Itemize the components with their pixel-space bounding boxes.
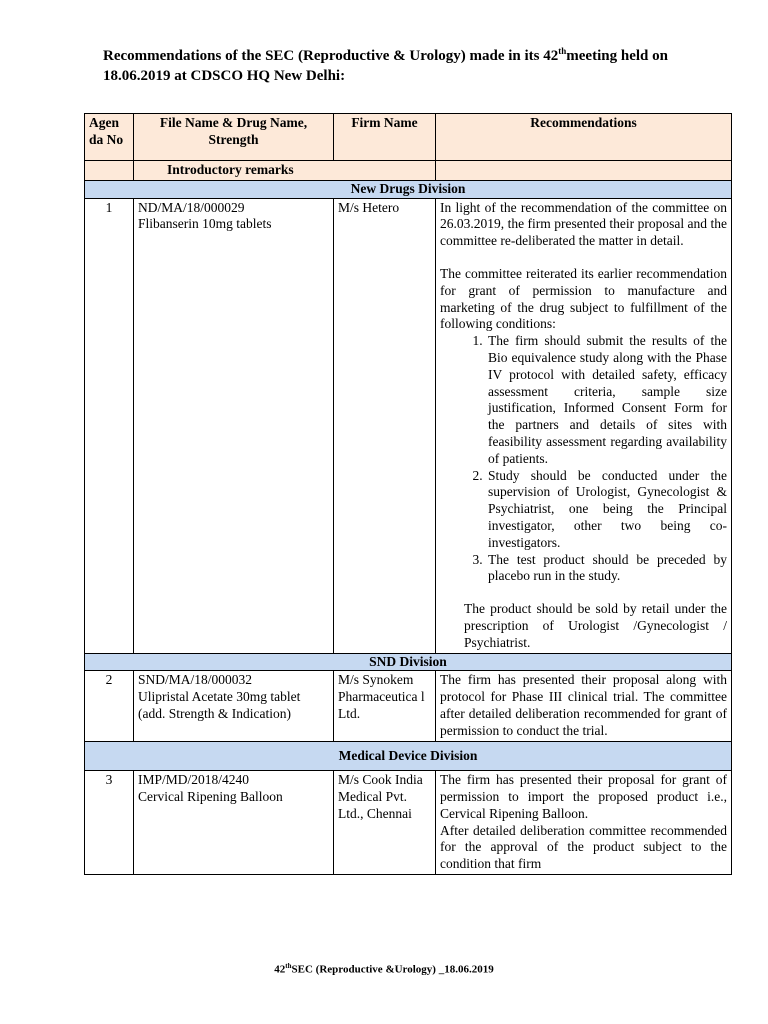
drug-name: Cervical Ripening Balloon	[138, 789, 283, 805]
page-footer	[0, 962, 768, 976]
division-label: SND Division	[85, 653, 732, 671]
recommendation-paragraph: The firm has presented their proposal for grant of permission to import the proposed product i.e., Cervical Ripening Balloon.	[440, 772, 727, 821]
drug-name: Flibanserin 10mg tablets	[138, 216, 272, 232]
intro-row	[85, 161, 732, 181]
table-row	[85, 198, 732, 653]
division-row-snd	[85, 653, 732, 671]
drug-name: Ulipristal Acetate 30mg tablet (add. Strength & Indication)	[138, 689, 301, 721]
footer-superscript: th	[285, 962, 292, 970]
division-row-medical-device	[85, 741, 732, 771]
recommendation-paragraph: The firm has presented their proposal along with protocol for Phase III clinical trial. The committee after detailed deliberation recommended for grant of permission to conduct the trial.	[440, 672, 727, 738]
footer-text-suffix: SEC (Reproductive &Urology) _18.06.2019	[291, 963, 494, 976]
header-recommendations: Recommendations	[436, 114, 732, 161]
agenda-number: 1	[85, 198, 134, 653]
firm-name: M/s Synokem Pharmaceutica l Ltd.	[334, 671, 436, 741]
file-number: ND/MA/18/000029	[138, 199, 245, 215]
header-firm-name: Firm Name	[334, 114, 436, 161]
heading-text-suffix: meeting held on 18.06.2019 at CDSCO HQ New Delhi:	[103, 48, 668, 84]
condition-item: 2. Study should be conducted under the supervision of Urologist, Gynecologist & Psychiatrist, one being the Principal investigator, other two being co-investigators.	[486, 468, 727, 552]
conditions-list	[440, 333, 727, 585]
heading-superscript: th	[558, 46, 567, 56]
recommendation-paragraph: The product should be sold by retail under the prescription of Urologist /Gynecologist / Psychiatrist.	[464, 601, 727, 650]
table-row	[85, 671, 732, 741]
table-header-row	[85, 114, 732, 161]
file-cell	[134, 771, 334, 875]
condition-item: 3. The test product should be preceded by placebo run in the study.	[486, 552, 727, 586]
agenda-number: 2	[85, 671, 134, 741]
firm-name: M/s Cook India Medical Pvt. Ltd., Chennai	[334, 771, 436, 875]
division-row-new-drugs	[85, 180, 732, 198]
heading-text: Recommendations of the SEC (Reproductive & Urology) made in its 42	[103, 48, 559, 64]
header-file-name: File Name & Drug Name, Strength	[134, 114, 334, 161]
file-cell	[134, 671, 334, 741]
page-heading	[103, 41, 703, 86]
file-cell	[134, 198, 334, 653]
recommendation-paragraph: The committee reiterated its earlier recommendation for grant of permission to manufacture and marketing of the drug subject to fulfillment of the following conditions:	[440, 265, 727, 332]
header-agenda-no: Agen da No	[85, 114, 134, 161]
division-label: New Drugs Division	[85, 180, 732, 198]
file-number: SND/MA/18/000032	[138, 672, 253, 688]
recommendation-paragraph: After detailed deliberation committee recommended for the approval of the product subject to the condition that firm	[440, 822, 727, 872]
recommendations-table	[84, 113, 732, 875]
table-row	[85, 771, 732, 875]
condition-item: 1. The firm should submit the results of the Bio equivalence study along with the Phase IV protocol with detailed safety, efficacy assessment criteria, sample size justification, Informed Consent Form for the partners and details of sites with feasibility assessment regarding availability of patients.	[486, 333, 727, 467]
recommendation-cell	[436, 771, 732, 875]
agenda-number: 3	[85, 771, 134, 875]
intro-label: Introductory remarks	[134, 161, 436, 181]
footer-text: 42	[274, 963, 286, 976]
recommendation-paragraph: In light of the recommendation of the committee on 26.03.2019, the firm presented their proposal and the committee re-deliberated the matter in detail.	[440, 199, 727, 249]
recommendation-cell	[436, 671, 732, 741]
file-number: IMP/MD/2018/4240	[138, 772, 250, 788]
firm-name: M/s Hetero	[334, 198, 436, 653]
recommendation-cell	[436, 198, 732, 653]
division-label: Medical Device Division	[85, 741, 732, 771]
